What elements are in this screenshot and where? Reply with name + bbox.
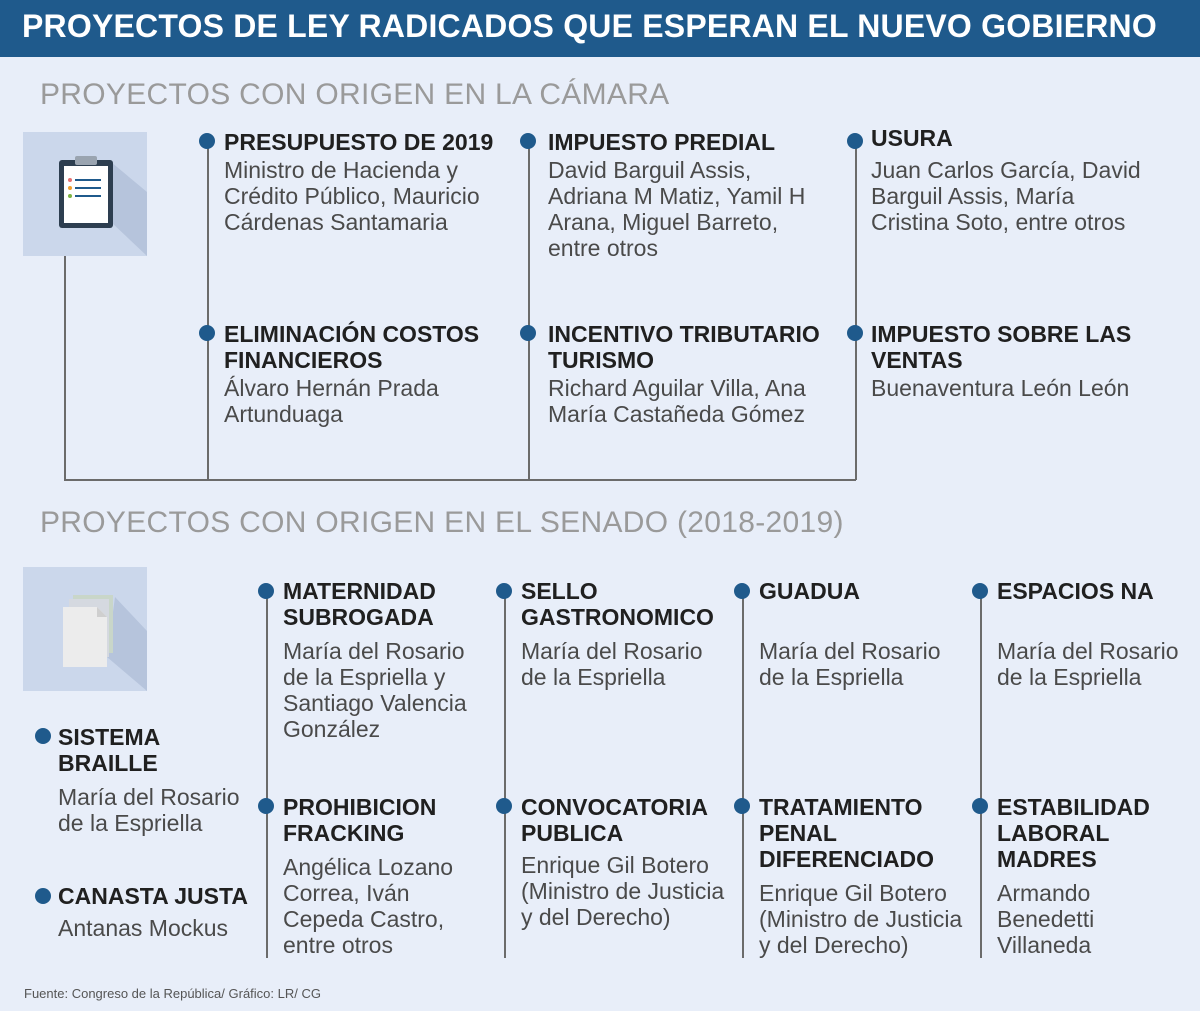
item-title: CANASTA JUSTA: [58, 883, 248, 909]
camara-section-title: PROYECTOS CON ORIGEN EN LA CÁMARA: [40, 78, 670, 111]
list-item: [283, 794, 488, 958]
bullet-dot: [520, 133, 536, 149]
item-authors: Richard Aguilar Villa, Ana María Castañeda Gómez: [548, 375, 806, 427]
clipboard-icon: [23, 132, 147, 256]
item-title: PROHIBICION FRACKING: [283, 794, 437, 846]
bullet-dot: [972, 583, 988, 599]
list-item: [224, 129, 504, 235]
list-item: [548, 321, 838, 427]
connector-line: [64, 479, 856, 481]
header-bar: [0, 0, 1200, 57]
list-item: [759, 794, 964, 958]
item-authors: Buenaventura León León: [871, 375, 1130, 401]
item-title: SISTEMA BRAILLE: [58, 724, 160, 776]
item-title: ESPACIOS NA: [997, 578, 1154, 604]
bullet-dot: [199, 133, 215, 149]
list-item: [997, 794, 1192, 958]
bullet-dot: [258, 583, 274, 599]
item-title: ESTABILIDAD LABORAL MADRES: [997, 794, 1150, 872]
item-authors: María del Rosario de la Espriella: [521, 638, 703, 690]
list-item: [521, 794, 726, 930]
connector-line: [266, 598, 268, 958]
bullet-dot: [847, 133, 863, 149]
connector-line: [207, 141, 209, 480]
item-authors: Enrique Gil Botero (Ministro de Justicia y del Derecho): [759, 880, 963, 958]
bullet-dot: [734, 583, 750, 599]
item-title: CONVOCATORIA PUBLICA: [521, 794, 708, 846]
bullet-dot: [199, 325, 215, 341]
bullet-dot: [35, 728, 51, 744]
list-item: [283, 578, 488, 742]
item-authors: Juan Carlos García, David Barguil Assis, María Cristina Soto, entre otros: [871, 157, 1141, 235]
list-item: [224, 321, 524, 427]
bullet-dot: [847, 325, 863, 341]
item-authors: David Barguil Assis, Adriana M Matiz, Yamil H Arana, Miguel Barreto, entre otros: [548, 157, 806, 261]
list-item: [58, 883, 248, 941]
item-title: GUADUA: [759, 578, 860, 604]
item-authors: Álvaro Hernán Prada Artunduaga: [224, 375, 439, 427]
connector-line: [64, 256, 66, 480]
item-title: SELLO GASTRONOMICO: [521, 578, 714, 630]
item-authors: Armando Benedetti Villaneda: [997, 880, 1095, 958]
source-footer: Fuente: Congreso de la República/ Gráfico: LR/ CG: [24, 986, 321, 1001]
connector-line: [855, 141, 857, 480]
list-item: [548, 129, 828, 261]
item-title: IMPUESTO PREDIAL: [548, 129, 776, 155]
connector-line: [742, 598, 744, 958]
list-item: [871, 125, 1151, 235]
item-authors: María del Rosario de la Espriella: [997, 638, 1179, 690]
item-authors: María del Rosario de la Espriella y Santiago Valencia González: [283, 638, 467, 742]
item-title: INCENTIVO TRIBUTARIO TURISMO: [548, 321, 820, 373]
item-title: USURA: [871, 125, 953, 151]
item-title: ELIMINACIÓN COSTOS FINANCIEROS: [224, 321, 480, 373]
page-title: PROYECTOS DE LEY RADICADOS QUE ESPERAN EL NUEVO GOBIERNO: [22, 8, 1157, 44]
item-authors: María del Rosario de la Espriella: [759, 638, 941, 690]
documents-icon: [23, 567, 147, 691]
list-item: [759, 578, 964, 690]
item-authors: María del Rosario de la Espriella: [58, 784, 240, 836]
bullet-dot: [496, 583, 512, 599]
list-item: [521, 578, 726, 690]
item-authors: Antanas Mockus: [58, 915, 229, 941]
list-item: [871, 321, 1161, 401]
item-authors: Ministro de Hacienda y Crédito Público, Mauricio Cárdenas Santamaria: [224, 157, 480, 235]
item-authors: Angélica Lozano Correa, Iván Cepeda Castro, entre otros: [283, 854, 454, 958]
item-title: TRATAMIENTO PENAL DIFERENCIADO: [759, 794, 935, 872]
bullet-dot: [734, 798, 750, 814]
bullet-dot: [496, 798, 512, 814]
senado-section-title: PROYECTOS CON ORIGEN EN EL SENADO (2018-2019): [40, 506, 844, 539]
connector-line: [504, 598, 506, 958]
list-item: [997, 578, 1192, 690]
bullet-dot: [972, 798, 988, 814]
item-authors: Enrique Gil Botero (Ministro de Justicia y del Derecho): [521, 852, 725, 930]
bullet-dot: [35, 888, 51, 904]
bullet-dot: [258, 798, 274, 814]
item-title: PRESUPUESTO DE 2019: [224, 129, 494, 155]
connector-line: [980, 598, 982, 958]
item-title: IMPUESTO SOBRE LAS VENTAS: [871, 321, 1132, 373]
item-title: MATERNIDAD SUBROGADA: [283, 578, 436, 630]
connector-line: [528, 141, 530, 480]
list-item: [58, 724, 248, 836]
